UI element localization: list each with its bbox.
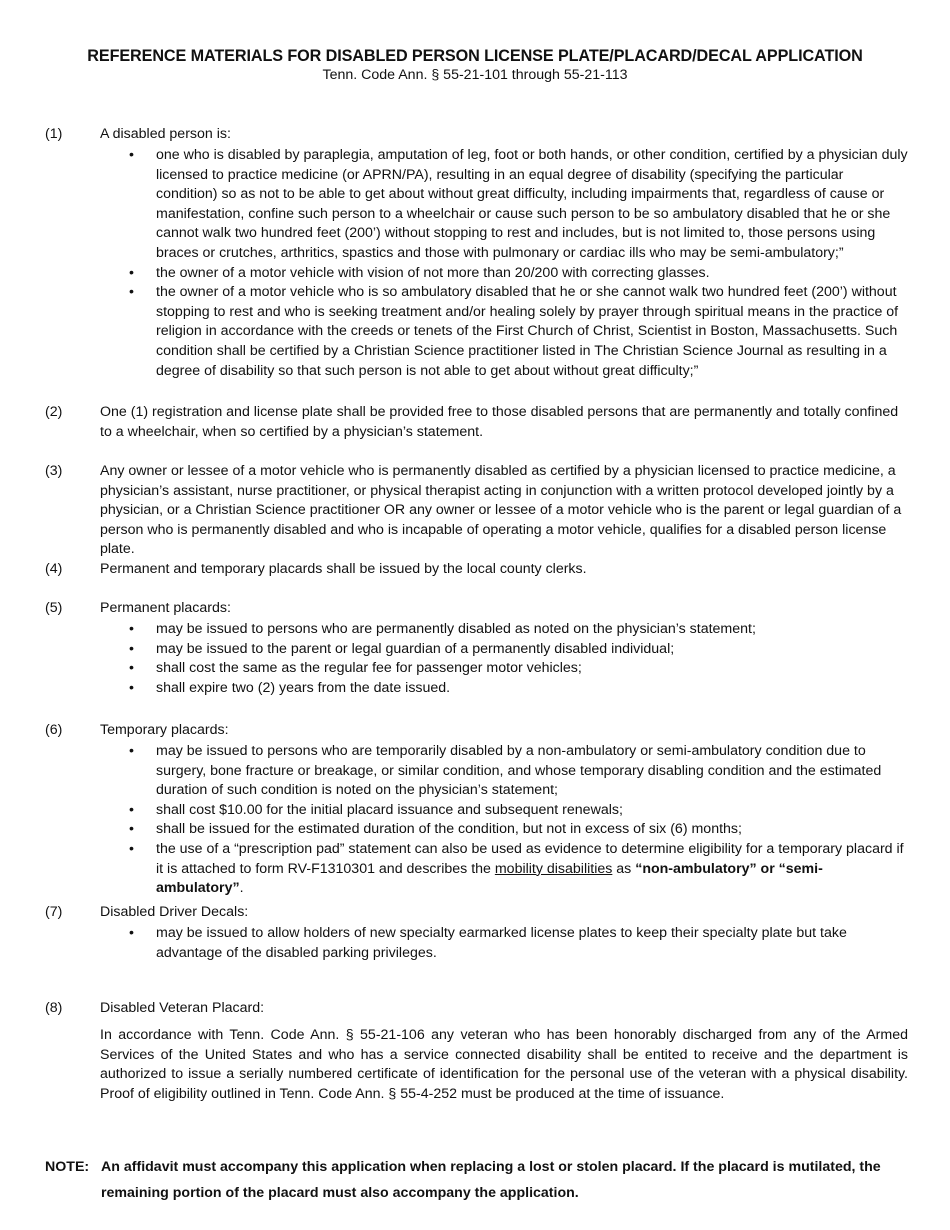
note-text: An affidavit must accompany this application when replacing a lost or stolen placard. If the placard is mutilated, the remaining portion of the placard must also accompany the application. [101, 1159, 881, 1201]
list-item-text: shall be issued for the estimated duration of the condition, but not in excess of six (6) months; [156, 821, 742, 838]
bullet-icon: • [129, 621, 134, 637]
list-item-text-pre: the use of a “prescription pad” statement can also be used as evidence to determine eligibility for a temporary placard if it is attached to form RV-F1310301 and describes the [156, 840, 904, 877]
page-subtitle: Tenn. Code Ann. § 55-21-101 through 55-21-113 [322, 67, 628, 83]
section-heading: Disabled Veteran Placard: [100, 1000, 265, 1016]
section-heading: Permanent placards: [100, 600, 231, 616]
bullet-icon: • [129, 840, 134, 857]
list-item-text-end: . [239, 880, 244, 897]
list-item [100, 640, 908, 660]
list-item-text: may be issued to persons who are permanently disabled as noted on the physician’s statement; [156, 621, 756, 637]
bullet-list [100, 924, 908, 963]
bullet-icon: • [129, 660, 134, 677]
section-heading: A disabled person is: [100, 126, 231, 142]
list-item-text: shall cost $10.00 for the initial placard issuance and subsequent renewals; [156, 801, 623, 818]
bullet-icon: • [129, 147, 134, 163]
list-item [100, 146, 908, 264]
list-item-text: shall expire two (2) years from the date issued. [156, 679, 451, 696]
list-item [100, 659, 908, 679]
list-item [100, 820, 908, 840]
section-text: One (1) registration and license plate shall be provided free to those disabled persons that are permanently and totally confined to a wheelchair, when so certified by a physician’s statement. [100, 404, 899, 440]
bold-term: “non-ambulatory” or “semi-ambulatory” [156, 860, 823, 897]
list-item-text: shall cost the same as the regular fee for passenger motor vehicles; [156, 660, 582, 677]
list-item-text: may be issued to the parent or legal guardian of a permanently disabled individual; [156, 640, 675, 657]
section-number: (4) [45, 561, 63, 577]
bullet-list [100, 146, 908, 381]
bullet-icon: • [129, 821, 134, 838]
bullet-list [100, 742, 908, 899]
section-number: (3) [45, 463, 63, 479]
section-heading: Temporary placards: [100, 722, 229, 738]
page-title: REFERENCE MATERIALS FOR DISABLED PERSON LICENSE PLATE/PLACARD/DECAL APPLICATION [87, 47, 863, 65]
list-item-text: may be issued to persons who are temporarily disabled by a non-ambulatory or semi-ambulatory condition due to surgery, bone fracture or breakage, or similar condition, and whose temporary disabling condition and the estimated duration of such condition is noted on the physician’s statement; [156, 743, 882, 799]
list-item [100, 679, 908, 699]
section-text: Permanent and temporary placards shall be issued by the local county clerks. [100, 561, 587, 577]
note-label: NOTE: [45, 1159, 90, 1175]
section-number: (7) [45, 904, 63, 920]
list-item-text: the owner of a motor vehicle who is so ambulatory disabled that he or she cannot walk two hundred feet (200’) without stopping to rest and who is seeking treatment and/or healing solely by prayer through spiritual means in the practice of religion in accordance with the creeds or tenets of the First Church of Christ, Scientist in Boston, Massachusetts. Such condition shall be certified by a Christian Science practitioner listed in The Christian Science Journal as resulting in a degree of disability so that such person is not able to get about without great difficulty;” [156, 284, 899, 379]
section-heading: Disabled Driver Decals: [100, 904, 249, 920]
list-item [100, 924, 908, 963]
section-number: (6) [45, 722, 63, 738]
list-item [100, 283, 908, 381]
section-number: (8) [45, 1000, 63, 1016]
underlined-term: mobility disabilities [494, 860, 613, 877]
section-number: (2) [45, 404, 63, 420]
bullet-icon: • [129, 284, 134, 301]
bullet-icon: • [129, 679, 134, 696]
list-item-text: may be issued to allow holders of new specialty earmarked license plates to keep their specialty plate but take advantage of the disabled parking privileges. [156, 925, 847, 961]
bullet-icon: • [129, 264, 134, 281]
list-item [100, 742, 908, 801]
list-item-text-mid: as [612, 860, 636, 877]
bullet-list [100, 620, 908, 698]
list-item-text: the owner of a motor vehicle with vision of not more than 20/200 with correcting glasses. [156, 264, 710, 281]
bullet-icon: • [129, 801, 134, 818]
bullet-icon: • [129, 743, 134, 759]
section-number: (1) [45, 126, 63, 142]
list-item [100, 264, 908, 284]
list-item [100, 840, 908, 899]
section-number: (5) [45, 600, 63, 616]
bullet-icon: • [129, 925, 134, 941]
section-text: In accordance with Tenn. Code Ann. § 55-21-106 any veteran who has been honorably discharged from any of the Armed Services of the United States and who has a service connected disability shall be entited to receive and the department is authorized to issue a serially numbered certificate of identification for the personal use of the veteran with a physical disability. Proof of eligibility outlined in Tenn. Code Ann. § 55-4-252 must be produced at the time of issuance. [100, 1027, 908, 1102]
list-item-text: one who is disabled by paraplegia, amputation of leg, foot or both hands, or other condition, certified by a physician duly licensed to practice medicine (or APRN/PA), resulting in an equal degree of disability (specifying the particular condition) so as not to be able to get about without great difficulty, including impairments that, regardless of cause or manifestation, confine such person to a wheelchair or cause such person to be so ambulatory disabled that he or she cannot walk two hundred feet (200’) without stopping to rest and includes, but is not limited to, those persons using braces or crutches, arthritics, spastics and those with pulmonary or cardiac ills who may be semi-ambulatory;” [156, 147, 908, 261]
list-item [100, 620, 908, 640]
section-text: Any owner or lessee of a motor vehicle who is permanently disabled as certified by a physician licensed to practice medicine, a physician’s assistant, nurse practitioner, or physical therapist acting in conjunction with a written protocol developed jointly by a physician, or a Christian Science practitioner OR any owner or lessee of a motor vehicle who is the parent or legal guardian of a person who is permanently disabled and who is incapable of operating a motor vehicle, qualifies for a disabled person license plate. [100, 463, 902, 558]
list-item [100, 801, 908, 821]
bullet-icon: • [129, 640, 134, 657]
